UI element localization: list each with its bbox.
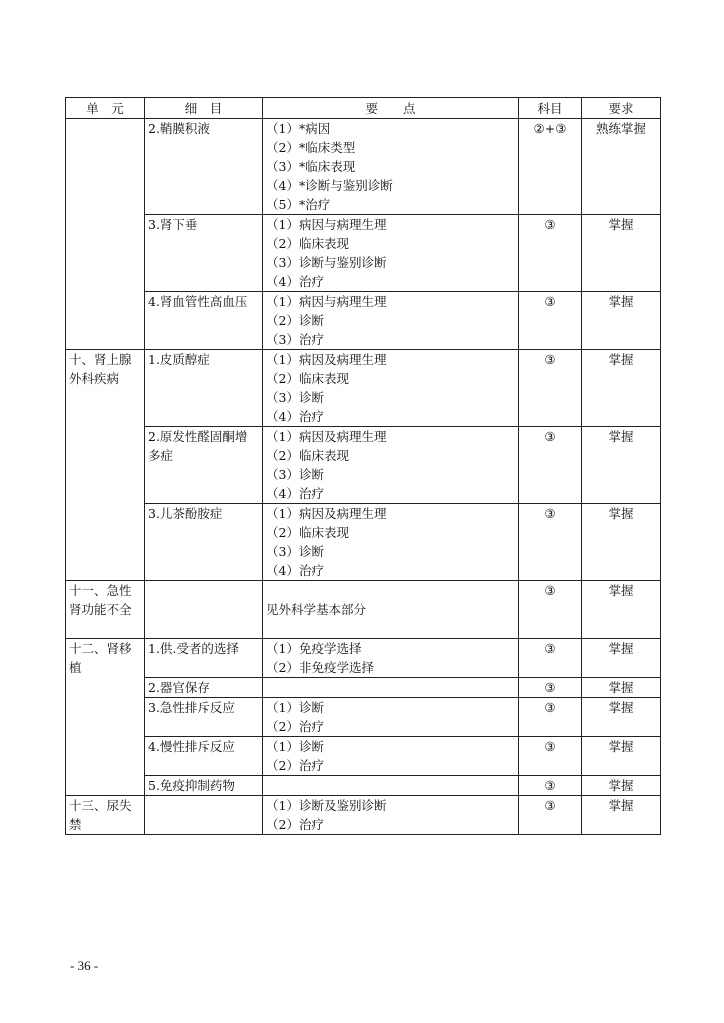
subject-cell: ③ bbox=[519, 639, 582, 678]
table-row bbox=[66, 678, 661, 698]
point-item: （5）*治疗 bbox=[266, 197, 331, 212]
header-detail: 细 目 bbox=[145, 98, 263, 119]
requirement-cell: 掌握 bbox=[582, 796, 661, 835]
point-item: （1）病因及病理生理 bbox=[266, 429, 387, 444]
table-row bbox=[66, 215, 661, 292]
detail-cell: 2.鞘膜积液 bbox=[145, 119, 263, 215]
subject-cell: ③ bbox=[519, 698, 582, 737]
table-row bbox=[66, 776, 661, 796]
unit-cell: 十一、急性肾功能不全 bbox=[66, 581, 145, 639]
detail-cell: 1.皮质醇症 bbox=[145, 350, 263, 427]
point-item: （1）免疫学选择 bbox=[266, 641, 362, 656]
point-item: （2）非免疫学选择 bbox=[266, 660, 374, 675]
requirement-cell: 掌握 bbox=[582, 678, 661, 698]
point-item: （2）治疗 bbox=[266, 758, 324, 773]
detail-cell bbox=[145, 796, 263, 835]
requirement-cell: 掌握 bbox=[582, 427, 661, 504]
point-item: （1）*病因 bbox=[266, 121, 331, 136]
points-cell bbox=[263, 119, 519, 215]
point-item: （4）治疗 bbox=[266, 563, 324, 578]
header-requirement: 要求 bbox=[582, 98, 661, 119]
points-cell bbox=[263, 427, 519, 504]
requirement-cell: 掌握 bbox=[582, 639, 661, 678]
subject-cell: ③ bbox=[519, 737, 582, 776]
point-item: （4）治疗 bbox=[266, 486, 324, 501]
point-item: （3）诊断 bbox=[266, 467, 324, 482]
point-item: （4）*诊断与鉴别诊断 bbox=[266, 178, 393, 193]
requirement-cell: 掌握 bbox=[582, 581, 661, 639]
unit-cell: 十三、尿失禁 bbox=[66, 796, 145, 835]
header-points: 要 点 bbox=[263, 98, 519, 119]
point-item: （3）诊断 bbox=[266, 390, 324, 405]
detail-cell: 4.肾血管性高血压 bbox=[145, 292, 263, 350]
point-item: （1）诊断 bbox=[266, 700, 324, 715]
detail-cell: 5.免疫抑制药物 bbox=[145, 776, 263, 796]
unit-cell-continued bbox=[66, 119, 145, 350]
point-item: 见外科学基本部分 bbox=[266, 602, 367, 617]
point-item: （1）诊断及鉴别诊断 bbox=[266, 798, 387, 813]
points-cell bbox=[263, 504, 519, 581]
requirement-cell: 掌握 bbox=[582, 215, 661, 292]
subject-cell: ③ bbox=[519, 427, 582, 504]
table-row bbox=[66, 796, 661, 835]
subject-cell: ②+③ bbox=[519, 119, 582, 215]
detail-cell: 2.器官保存 bbox=[145, 678, 263, 698]
detail-cell: 3.急性排斥反应 bbox=[145, 698, 263, 737]
subject-cell: ③ bbox=[519, 504, 582, 581]
points-cell bbox=[263, 678, 519, 698]
points-cell bbox=[263, 292, 519, 350]
point-item: （2）临床表现 bbox=[266, 371, 349, 386]
point-item: （3）诊断与鉴别诊断 bbox=[266, 255, 387, 270]
table-row bbox=[66, 350, 661, 427]
subject-cell: ③ bbox=[519, 215, 582, 292]
point-item: （1）病因与病理生理 bbox=[266, 217, 387, 232]
table-row bbox=[66, 639, 661, 678]
subject-cell: ③ bbox=[519, 292, 582, 350]
unit-cell: 十、肾上腺外科疾病 bbox=[66, 350, 145, 581]
subject-cell: ③ bbox=[519, 350, 582, 427]
points-cell bbox=[263, 796, 519, 835]
table-row bbox=[66, 292, 661, 350]
subject-cell: ③ bbox=[519, 796, 582, 835]
table-row bbox=[66, 427, 661, 504]
point-item: （2）*临床类型 bbox=[266, 140, 356, 155]
requirement-cell: 熟练掌握 bbox=[582, 119, 661, 215]
table-row bbox=[66, 119, 661, 215]
point-item: （1）诊断 bbox=[266, 739, 324, 754]
requirement-cell: 掌握 bbox=[582, 737, 661, 776]
points-cell bbox=[263, 639, 519, 678]
table-row bbox=[66, 737, 661, 776]
point-item: （4）治疗 bbox=[266, 274, 324, 289]
header-subject: 科目 bbox=[519, 98, 582, 119]
point-item: （2）临床表现 bbox=[266, 448, 349, 463]
point-item: （2）治疗 bbox=[266, 719, 324, 734]
point-item: （4）治疗 bbox=[266, 409, 324, 424]
detail-cell: 1.供.受者的选择 bbox=[145, 639, 263, 678]
subject-cell: ③ bbox=[519, 776, 582, 796]
points-cell bbox=[263, 776, 519, 796]
table-row bbox=[66, 504, 661, 581]
detail-cell: 2.原发性醛固酮增多症 bbox=[145, 427, 263, 504]
requirement-cell: 掌握 bbox=[582, 776, 661, 796]
unit-cell: 十二、肾移植 bbox=[66, 639, 145, 796]
requirement-cell: 掌握 bbox=[582, 350, 661, 427]
points-cell bbox=[263, 581, 519, 639]
syllabus-table bbox=[65, 97, 661, 835]
header-row bbox=[66, 98, 661, 119]
subject-cell: ③ bbox=[519, 678, 582, 698]
detail-cell: 4.慢性排斥反应 bbox=[145, 737, 263, 776]
points-cell bbox=[263, 215, 519, 292]
point-item: （1）病因与病理生理 bbox=[266, 294, 387, 309]
points-cell bbox=[263, 698, 519, 737]
requirement-cell: 掌握 bbox=[582, 504, 661, 581]
detail-cell: 3.肾下垂 bbox=[145, 215, 263, 292]
points-cell bbox=[263, 350, 519, 427]
subject-cell: ③ bbox=[519, 581, 582, 639]
table-row bbox=[66, 698, 661, 737]
points-cell bbox=[263, 737, 519, 776]
detail-cell: 3.儿茶酚胺症 bbox=[145, 504, 263, 581]
table-row bbox=[66, 581, 661, 639]
point-item: （3）*临床表现 bbox=[266, 159, 356, 174]
point-item: （3）治疗 bbox=[266, 332, 324, 347]
header-unit: 单 元 bbox=[66, 98, 145, 119]
point-item: （3）诊断 bbox=[266, 544, 324, 559]
point-item: （2）临床表现 bbox=[266, 236, 349, 251]
point-item: （2）诊断 bbox=[266, 313, 324, 328]
point-item: （2）治疗 bbox=[266, 817, 324, 832]
point-item: （1）病因及病理生理 bbox=[266, 352, 387, 367]
page-number: - 36 - bbox=[70, 958, 99, 973]
point-item: （1）病因及病理生理 bbox=[266, 506, 387, 521]
requirement-cell: 掌握 bbox=[582, 698, 661, 737]
detail-cell bbox=[145, 581, 263, 639]
point-item: （2）临床表现 bbox=[266, 525, 349, 540]
requirement-cell: 掌握 bbox=[582, 292, 661, 350]
